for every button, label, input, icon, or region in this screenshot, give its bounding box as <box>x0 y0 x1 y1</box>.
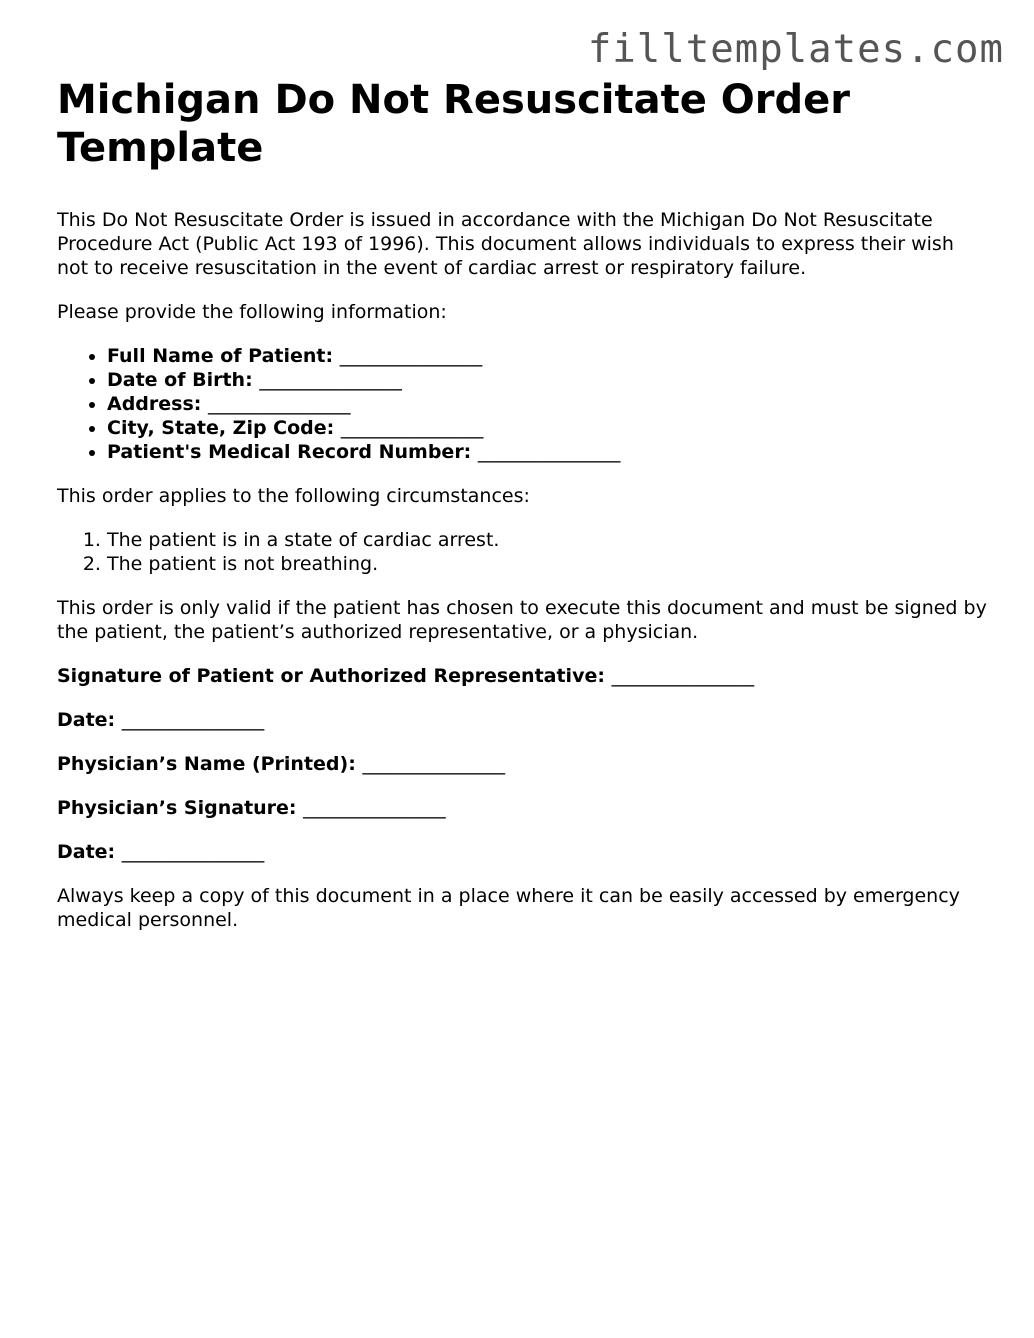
field-blank[interactable]: _______________ <box>477 441 621 463</box>
signature-date-line <box>57 708 987 732</box>
field-label: Address: <box>107 393 202 415</box>
field-label: Full Name of Patient: <box>107 345 334 367</box>
circumstance-item: 2. The patient is not breathing. <box>107 552 987 576</box>
info-prompt: Please provide the following information: <box>57 301 447 323</box>
circumstances-list <box>57 528 987 576</box>
validity-paragraph: This order is only valid if the patient has chosen to execute this document and must be signed by the patient, the patient’s authorized representative, or a physician. <box>57 597 987 643</box>
signature-patient-line <box>57 664 987 688</box>
circumstance-item: 1. The patient is in a state of cardiac arrest. <box>107 528 987 552</box>
circumstances-prompt: This order applies to the following circumstances: <box>57 485 530 507</box>
physician-signature-line <box>57 796 987 820</box>
field-medical-record-number <box>107 440 987 464</box>
field-blank[interactable]: _______________ <box>121 841 265 863</box>
field-label: Physician’s Signature: <box>57 797 297 819</box>
intro-paragraph: This Do Not Resuscitate Order is issued in accordance with the Michigan Do Not Resuscitate Procedure Act (Public Act 193 of 1996). This document allows individuals to express their wish not to receive resuscitation in the event of cardiac arrest or respiratory failure. <box>57 209 954 279</box>
field-label: Patient's Medical Record Number: <box>107 441 472 463</box>
field-date-of-birth <box>107 368 987 392</box>
field-blank[interactable]: _______________ <box>259 369 402 391</box>
field-blank[interactable]: _______________ <box>303 797 446 819</box>
field-full-name <box>107 344 987 368</box>
field-city-state-zip <box>107 416 987 440</box>
field-blank[interactable]: _______________ <box>340 417 484 439</box>
page-title: Michigan Do Not Resuscitate Order Template <box>57 77 851 171</box>
info-field-list <box>57 344 987 464</box>
field-blank[interactable]: _______________ <box>208 393 351 415</box>
physician-date-line <box>57 840 987 864</box>
field-label: City, State, Zip Code: <box>107 417 335 439</box>
field-blank[interactable]: _______________ <box>362 753 505 775</box>
field-label: Date: <box>57 841 116 863</box>
closing-paragraph: Always keep a copy of this document in a place where it can be easily accessed by emergency medical personnel. <box>57 885 960 931</box>
field-address <box>107 392 987 416</box>
field-blank[interactable]: _______________ <box>339 345 483 367</box>
field-blank[interactable]: _______________ <box>121 709 265 731</box>
field-label: Signature of Patient or Authorized Representative: <box>57 665 605 687</box>
watermark: filltemplates.com <box>587 27 1004 72</box>
field-label: Date of Birth: <box>107 369 253 391</box>
document-body <box>57 76 987 952</box>
field-label: Physician’s Name (Printed): <box>57 753 356 775</box>
field-blank[interactable]: _______________ <box>611 665 755 687</box>
field-label: Date: <box>57 709 116 731</box>
physician-name-line <box>57 752 987 776</box>
